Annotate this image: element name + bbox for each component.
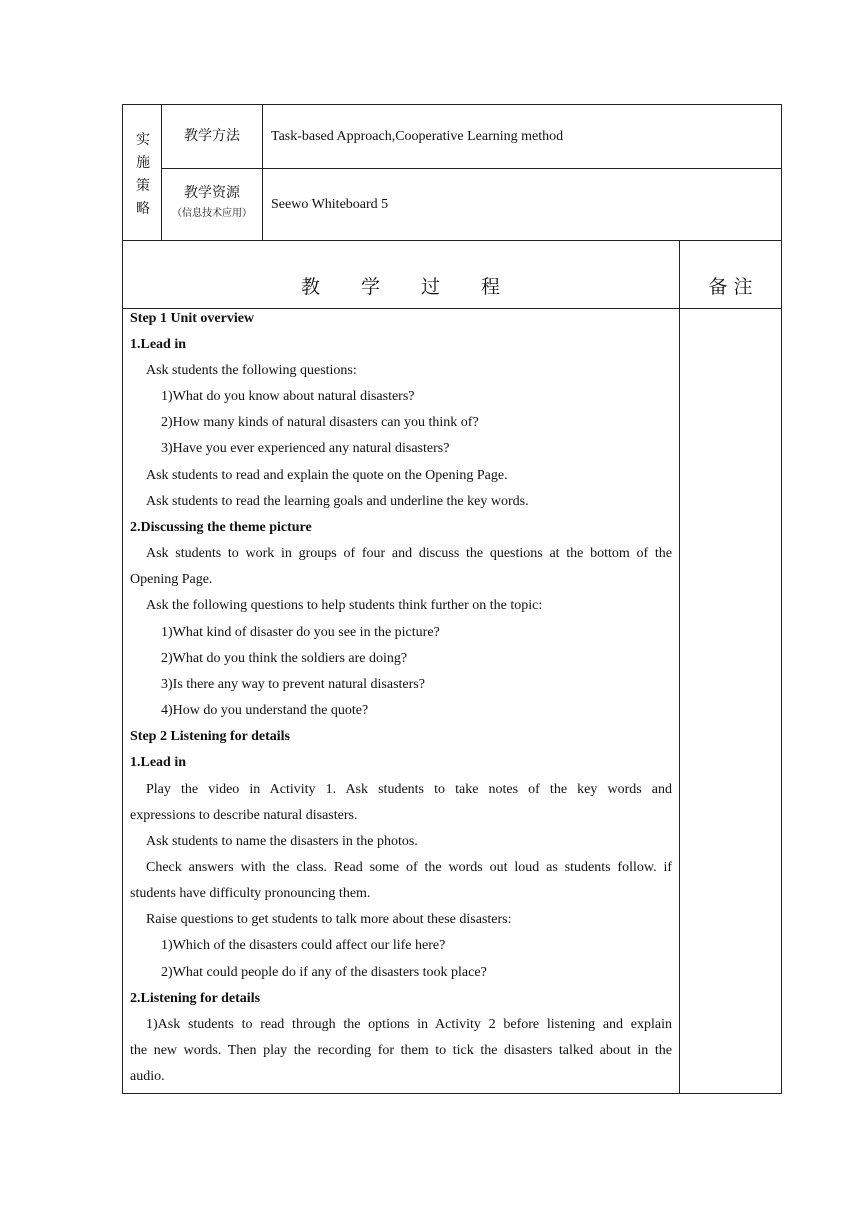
process-heading-char: 程	[481, 276, 501, 298]
col-divider	[161, 104, 162, 241]
paragraph-line: Ask students the following questions:	[146, 363, 357, 378]
question-item: 1)What do you know about natural disasters?	[161, 389, 415, 404]
section-label-char: 策	[136, 178, 150, 194]
paragraph-line: audio.	[130, 1069, 165, 1084]
paragraph-line: 1)Ask students to read through the options in Activity 2 before listening and explain	[146, 1017, 672, 1032]
step-heading: Step 1 Unit overview	[130, 311, 255, 326]
paragraph-line: expressions to describe natural disasters.	[130, 808, 358, 823]
paragraph-line: Opening Page.	[130, 572, 213, 587]
bottom-border	[122, 1093, 782, 1094]
process-heading-char: 过	[421, 276, 441, 298]
section-label-char: 实	[136, 132, 150, 148]
notes-heading: 备 注	[708, 276, 753, 298]
question-item: 3)Have you ever experienced any natural disasters?	[161, 441, 450, 456]
row-divider	[161, 168, 782, 169]
section-label-char: 略	[136, 201, 150, 217]
paragraph-line: the new words. Then play the recording for them to tick the disasters talked about in the	[130, 1043, 672, 1058]
teaching-resource-value: Seewo Whiteboard 5	[271, 197, 389, 212]
paragraph-line: Raise questions to get students to talk more about these disasters:	[146, 912, 512, 927]
question-item: 2)What do you think the soldiers are doing?	[161, 651, 408, 666]
process-heading-char: 教	[301, 276, 321, 298]
subheading: 1.Lead in	[130, 337, 187, 352]
left-border	[122, 104, 123, 1094]
subheading: 2.Listening for details	[130, 991, 261, 1006]
question-item: 1)What kind of disaster do you see in the picture?	[161, 625, 440, 640]
question-item: 2)What could people do if any of the disasters took place?	[161, 965, 487, 980]
teaching-resource-label: 教学资源	[184, 185, 240, 201]
section-label-char: 施	[136, 155, 150, 171]
row-divider	[122, 308, 782, 309]
question-item: 4)How do you understand the quote?	[161, 703, 369, 718]
paragraph-line: Ask students to read the learning goals and underline the key words.	[146, 494, 529, 509]
teaching-method-label: 教学方法	[184, 128, 240, 144]
paragraph-line: Ask the following questions to help students think further on the topic:	[146, 598, 543, 613]
question-item: 1)Which of the disasters could affect our life here?	[161, 938, 446, 953]
col-divider	[679, 240, 680, 1094]
subheading: 2.Discussing the theme picture	[130, 520, 312, 535]
paragraph-line: Check answers with the class. Read some of the words out loud as students follow. if	[146, 860, 672, 875]
question-item: 2)How many kinds of natural disasters can you think of?	[161, 415, 479, 430]
question-item: 3)Is there any way to prevent natural disasters?	[161, 677, 425, 692]
col-divider	[262, 104, 263, 241]
paragraph-line: students have difficulty pronouncing them.	[130, 886, 371, 901]
row-divider	[122, 240, 782, 241]
teaching-method-value: Task-based Approach,Cooperative Learning method	[271, 129, 564, 144]
paragraph-line: Ask students to work in groups of four and discuss the questions at the bottom of the	[146, 546, 672, 561]
paragraph-line: Play the video in Activity 1. Ask students to take notes of the key words and	[146, 782, 672, 797]
paragraph-line: Ask students to name the disasters in the photos.	[146, 834, 418, 849]
process-heading-char: 学	[361, 276, 381, 298]
subheading: 1.Lead in	[130, 755, 187, 770]
step-heading: Step 2 Listening for details	[130, 729, 290, 744]
top-border	[122, 104, 782, 105]
teaching-resource-sublabel: （信息技术应用）	[172, 208, 252, 219]
right-border	[781, 104, 782, 1094]
paragraph-line: Ask students to read and explain the quote on the Opening Page.	[146, 468, 508, 483]
